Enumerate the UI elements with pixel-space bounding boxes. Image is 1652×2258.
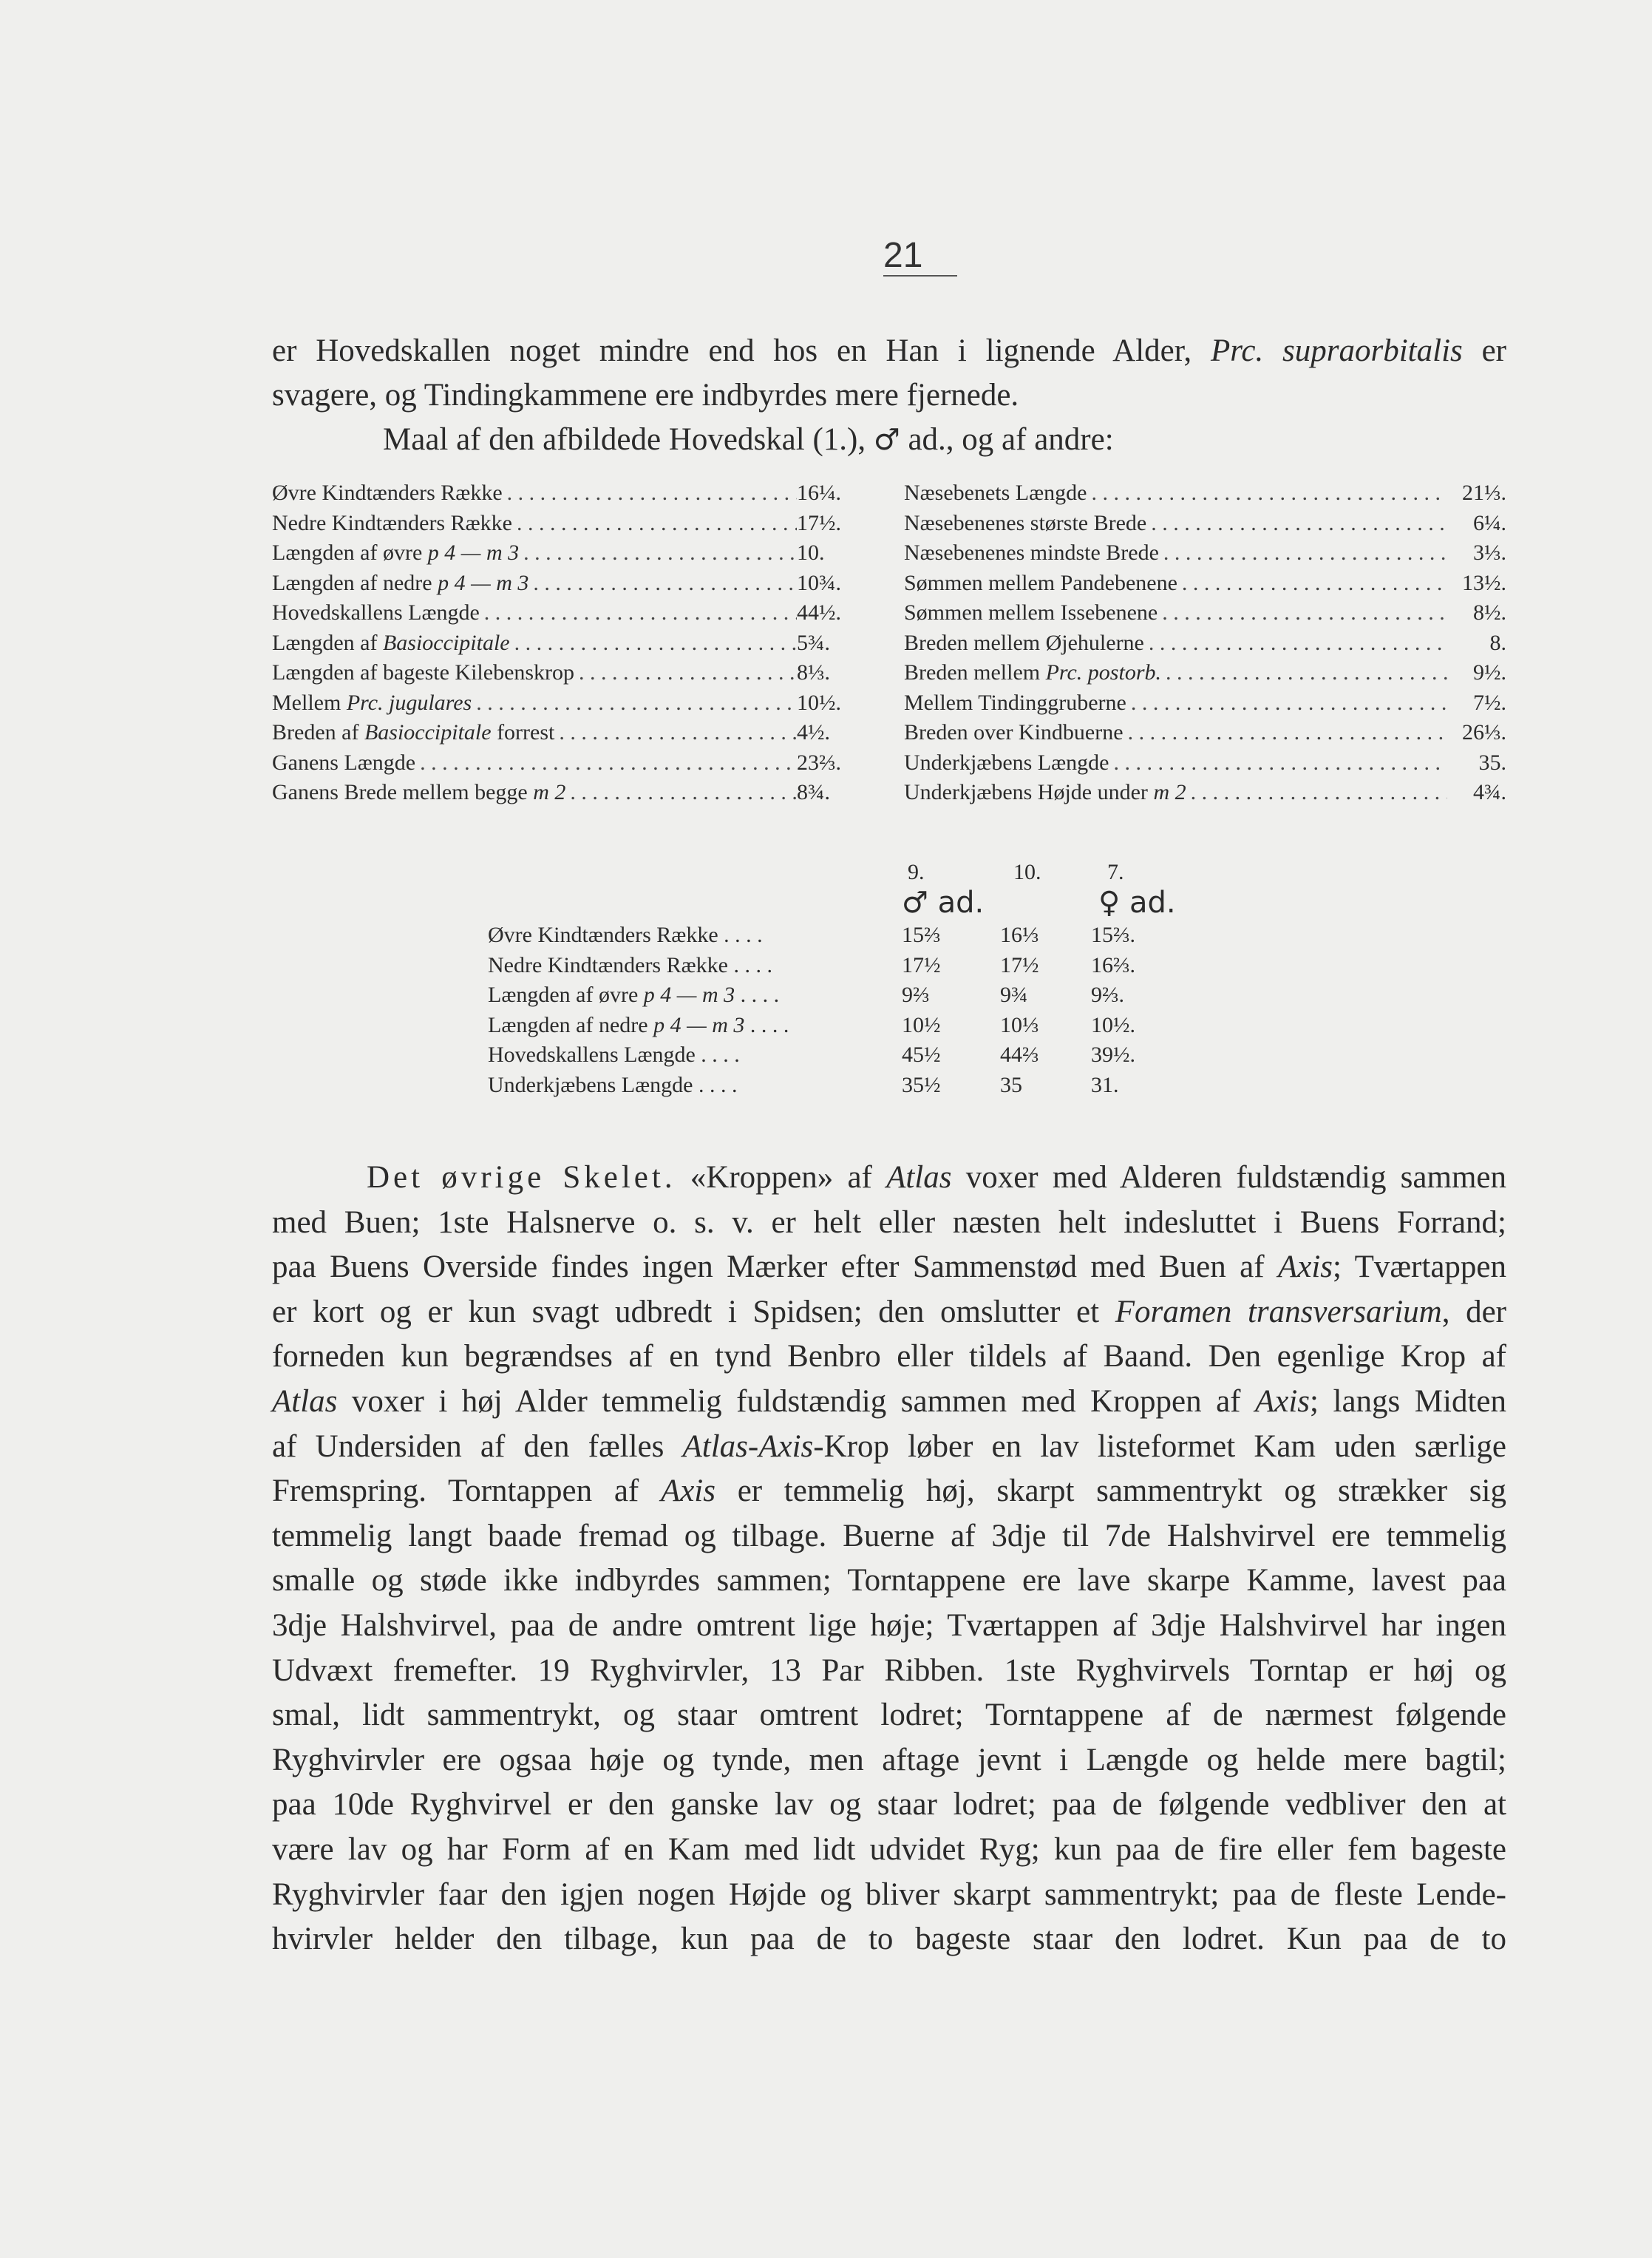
measurement-row	[272, 748, 863, 779]
intro-line	[272, 329, 1506, 373]
dot-leader	[510, 628, 797, 659]
comparison-row	[488, 951, 1200, 981]
measurement-value: 9½.	[1473, 660, 1506, 685]
measurement-label: Breden mellem Prc. postorb.	[904, 660, 1161, 685]
comparison-value: 16⅓	[1000, 923, 1039, 947]
measurement-label: Øvre Kindtænders Række	[272, 481, 503, 505]
intro-text: svagere, og Tindingkammene ere indbyrdes mere fjernede.	[272, 378, 1019, 413]
body-line: 3dje Halshvirvel, paa de andre omtrent lige høje; Tværtappen af 3dje Halshvirvel har ingen	[272, 1607, 1506, 1643]
page-number: 21	[883, 236, 923, 275]
body-line: er kort og er kun svagt udbredt i Spidsen; den omslutter et Foramen transversarium, der	[272, 1294, 1507, 1329]
measurement-value: 44½.	[797, 600, 841, 625]
measurement-label: Længden af nedre p 4 — m 3	[272, 570, 529, 595]
dot-leader	[415, 748, 797, 779]
body-line: Atlas voxer i høj Alder temmelig fuldstændig sammen med Kroppen af Axis; langs Midten	[272, 1383, 1506, 1419]
measurement-label: Sømmen mellem Pandebenene	[904, 570, 1177, 595]
measurement-label: Ganens Brede mellem begge m 2	[272, 780, 566, 804]
measurement-label: Næsebenenes mindste Brede	[904, 540, 1159, 565]
comparison-label: Nedre Kindtænders Række . . . .	[488, 952, 772, 977]
intro-text: er Hovedskallen noget mindre end hos en Han i lignende Alder,	[272, 333, 1211, 368]
measurement-label: Breden af Basioccipitale forrest	[272, 720, 555, 745]
comparison-value: 9⅔	[902, 983, 930, 1007]
measurement-value: 10.	[797, 540, 825, 565]
comparison-row	[488, 1040, 1200, 1071]
comparison-value: 39½.	[1091, 1042, 1135, 1067]
dot-leader: . . . .	[695, 1042, 740, 1067]
page-number-rule	[883, 275, 957, 277]
dot-leader: . . . .	[735, 983, 780, 1007]
measurement-value: 10½.	[797, 690, 841, 715]
measurement-row	[272, 538, 863, 569]
dot-leader	[1109, 748, 1447, 779]
dot-leader	[472, 688, 797, 719]
body-line: Det øvrige Skelet. «Kroppen» af Atlas voxer med Alderen fuldstændig sammen	[367, 1160, 1506, 1195]
measurement-row	[904, 598, 1506, 628]
measurement-row	[904, 509, 1506, 539]
comparison-value: 9⅔.	[1091, 983, 1124, 1007]
comparison-label: Længden af nedre p 4 — m 3 . . . .	[488, 1012, 789, 1037]
specimen-number: 10.	[1013, 860, 1041, 884]
measurement-value: 26⅓.	[1462, 720, 1506, 745]
measurements-left-column	[272, 478, 863, 808]
measurement-row	[272, 718, 863, 748]
body-line: med Buen; 1ste Halsnerve o. s. v. er helt eller næsten helt indesluttet i Buens Forrand;	[272, 1204, 1506, 1240]
dot-leader	[574, 658, 797, 688]
measurement-value: 8.	[1489, 630, 1506, 655]
measurement-value: 8⅓.	[797, 660, 830, 685]
comparison-value: 16⅔.	[1091, 952, 1135, 977]
dot-leader: . . . .	[744, 1012, 789, 1037]
measurement-label: Underkjæbens Højde under m 2	[904, 780, 1186, 804]
body-line: smalle og støde ikke indbyrdes sammen; Torntappene ere lave skarpe Kamme, lavest paa	[272, 1563, 1506, 1598]
measurement-label: Mellem Tindinggruberne	[904, 690, 1126, 715]
dot-leader	[565, 778, 797, 808]
comparison-value: 15⅔.	[1091, 923, 1135, 947]
measurement-label: Næsebenenes største Brede	[904, 510, 1147, 535]
measurement-row	[904, 718, 1506, 748]
measurement-value: 21⅓.	[1462, 481, 1506, 505]
intro-line	[272, 373, 1506, 418]
measurement-value: 4¾.	[1473, 780, 1506, 804]
dot-leader	[503, 478, 797, 509]
comparison-label: Underkjæbens Længde . . . .	[488, 1072, 738, 1097]
comparison-value: 35	[1000, 1072, 1022, 1097]
measurement-value: 23⅔.	[797, 750, 841, 775]
measurement-row	[904, 569, 1506, 599]
measurements-list	[272, 478, 1506, 808]
dot-leader: . . . .	[693, 1072, 738, 1097]
measurement-value: 13½.	[1462, 570, 1506, 595]
intro-text: er	[1462, 333, 1506, 368]
measurement-value: 4½.	[797, 720, 830, 745]
dot-leader	[1161, 658, 1447, 688]
comparison-label: Hovedskallens Længde . . . .	[488, 1042, 740, 1067]
body-line: Ryghvirvler ere ogsaa høje og tynde, men aftage jevnt i Længde og helde mere bagtil;	[272, 1742, 1506, 1777]
measurement-row	[904, 778, 1506, 808]
body-line: paa 10de Ryghvirvel er den ganske lav og staar lodret; paa de følgende vedbliver den at	[272, 1787, 1506, 1823]
dot-leader	[1186, 778, 1447, 808]
measurement-label: Mellem Prc. jugulares	[272, 690, 472, 715]
measurements-right-column	[904, 478, 1506, 808]
comparison-row	[488, 921, 1200, 951]
measurement-label: Længden af Basioccipitale	[272, 630, 510, 655]
dot-leader	[554, 718, 797, 748]
body-line: paa Buens Overside findes ingen Mærker efter Sammenstød med Buen af Axis; Tværtappen	[272, 1250, 1506, 1285]
measurement-row	[904, 478, 1506, 509]
measurement-value: 8¾.	[797, 780, 830, 804]
comparison-label: Øvre Kindtænders Række . . . .	[488, 923, 763, 947]
measurement-value: 5¾.	[797, 630, 830, 655]
measurement-value: 35.	[1478, 750, 1506, 775]
measurement-label: Breden mellem Øjehulerne	[904, 630, 1144, 655]
comparison-value: 44⅔	[1000, 1042, 1039, 1067]
comparison-value: 17½	[902, 952, 941, 977]
measurement-label: Underkjæbens Længde	[904, 750, 1109, 775]
dot-leader	[528, 569, 797, 599]
measurement-row	[272, 688, 863, 719]
intro-italic-term: Prc. supraorbitalis	[1210, 333, 1463, 368]
measurement-label: Nedre Kindtænders Række	[272, 510, 512, 535]
comparison-sex-row	[488, 888, 1200, 921]
male-symbol-icon: ♂	[873, 423, 900, 457]
dot-leader	[1087, 478, 1447, 509]
measurement-value: 16¼.	[797, 481, 841, 505]
measurement-row	[272, 569, 863, 599]
measurement-label: Næsebenets Længde	[904, 481, 1087, 505]
specimen-number: 9.	[908, 860, 925, 884]
intro-text: Maal af den afbildede Hovedskal (1.),	[383, 422, 874, 457]
measurement-value: 10¾.	[797, 570, 841, 595]
measurement-value: 17½.	[797, 510, 841, 535]
measurement-row	[272, 658, 863, 688]
body-line: temmelig langt baade fremad og tilbage. Buerne af 3dje til 7de Halshvirvel ere temmelig	[272, 1518, 1506, 1553]
measurement-row	[272, 628, 863, 659]
body-line: Udvæxt fremefter. 19 Ryghvirvler, 13 Par Ribben. 1ste Ryghvirvels Torntap er høj og	[272, 1652, 1506, 1688]
dot-leader: . . . .	[727, 952, 772, 977]
measurement-label: Sømmen mellem Issebenene	[904, 600, 1158, 625]
body-paragraph	[272, 1156, 1506, 1962]
measurement-row	[904, 538, 1506, 569]
male-header: ♂ ad.	[902, 885, 985, 920]
measurement-row	[904, 748, 1506, 779]
comparison-value: 10½	[902, 1012, 941, 1037]
dot-leader	[519, 538, 797, 569]
measurement-value: 6¼.	[1473, 510, 1506, 535]
body-line: Ryghvirvler faar den igjen nogen Højde og bliver skarpt sammentrykt; paa de fleste Lende-	[272, 1876, 1506, 1912]
measurement-row	[272, 509, 863, 539]
measurement-row	[272, 598, 863, 628]
measurement-value: 8½.	[1473, 600, 1506, 625]
female-header: ♀ ad.	[1098, 885, 1176, 920]
body-line: af Undersiden af den fælles Atlas-Axis-Krop løber en lav listeformet Kam uden særlige	[272, 1428, 1506, 1464]
dot-leader	[1158, 598, 1447, 628]
measurement-label: Hovedskallens Længde	[272, 600, 480, 625]
body-line: Fremspring. Torntappen af Axis er temmelig høj, skarpt sammentrykt og strækker sig	[272, 1474, 1506, 1509]
intro-text: ad., og af andre:	[900, 422, 1114, 457]
comparison-label: Længden af øvre p 4 — m 3 . . . .	[488, 983, 780, 1007]
comparison-row	[488, 1071, 1200, 1101]
body-line: være lav og har Form af en Kam med lidt udvidet Ryg; kun paa de fire eller fem bageste	[272, 1831, 1506, 1867]
measurement-row	[272, 478, 863, 509]
dot-leader	[480, 598, 797, 628]
measurement-row	[904, 688, 1506, 719]
measurement-value: 7½.	[1473, 690, 1506, 715]
dot-leader	[512, 509, 797, 539]
comparison-value: 9¾	[1000, 983, 1028, 1007]
dot-leader	[1146, 509, 1447, 539]
dot-leader: . . . .	[718, 923, 763, 947]
comparison-row	[488, 1011, 1200, 1041]
body-line: forneden kun begrændses af en tynd Benbro eller tildels af Baand. Den egenlige Krop af	[272, 1339, 1506, 1374]
dot-leader	[1159, 538, 1447, 569]
comparison-value: 35½	[902, 1072, 941, 1097]
comparison-table	[488, 858, 1200, 1100]
comparison-value: 10½.	[1091, 1012, 1135, 1037]
measurement-row	[904, 658, 1506, 688]
comparison-header-row	[488, 858, 1200, 888]
comparison-value: 31.	[1091, 1072, 1119, 1097]
body-line: smal, lidt sammentrykt, og staar omtrent lodret; Torntappene af de nærmest følgende	[272, 1698, 1506, 1733]
comparison-value: 45½	[902, 1042, 941, 1067]
intro-paragraph	[272, 329, 1506, 462]
dot-leader	[1177, 569, 1447, 599]
measurement-label: Ganens Længde	[272, 750, 416, 775]
measurement-row	[272, 778, 863, 808]
measurement-label: Breden over Kindbuerne	[904, 720, 1124, 745]
comparison-value: 17½	[1000, 952, 1039, 977]
comparison-value: 10⅓	[1000, 1012, 1039, 1037]
measurement-value: 3⅓.	[1473, 540, 1506, 565]
dot-leader	[1144, 628, 1447, 659]
dot-leader	[1124, 718, 1447, 748]
measurement-label: Længden af øvre p 4 — m 3	[272, 540, 520, 565]
measurement-label: Længden af bageste Kilebenskrop	[272, 660, 575, 685]
dot-leader	[1126, 688, 1447, 719]
body-line: hvirvler helder den tilbage, kun paa de to bageste staar den lodret. Kun paa de to	[272, 1922, 1506, 1957]
comparison-row	[488, 980, 1200, 1011]
section-heading: Det øvrige Skelet.	[367, 1160, 676, 1195]
comparison-value: 15⅔	[902, 923, 941, 947]
specimen-number: 7.	[1107, 860, 1124, 884]
measurement-row	[904, 628, 1506, 659]
intro-line	[272, 418, 1506, 462]
